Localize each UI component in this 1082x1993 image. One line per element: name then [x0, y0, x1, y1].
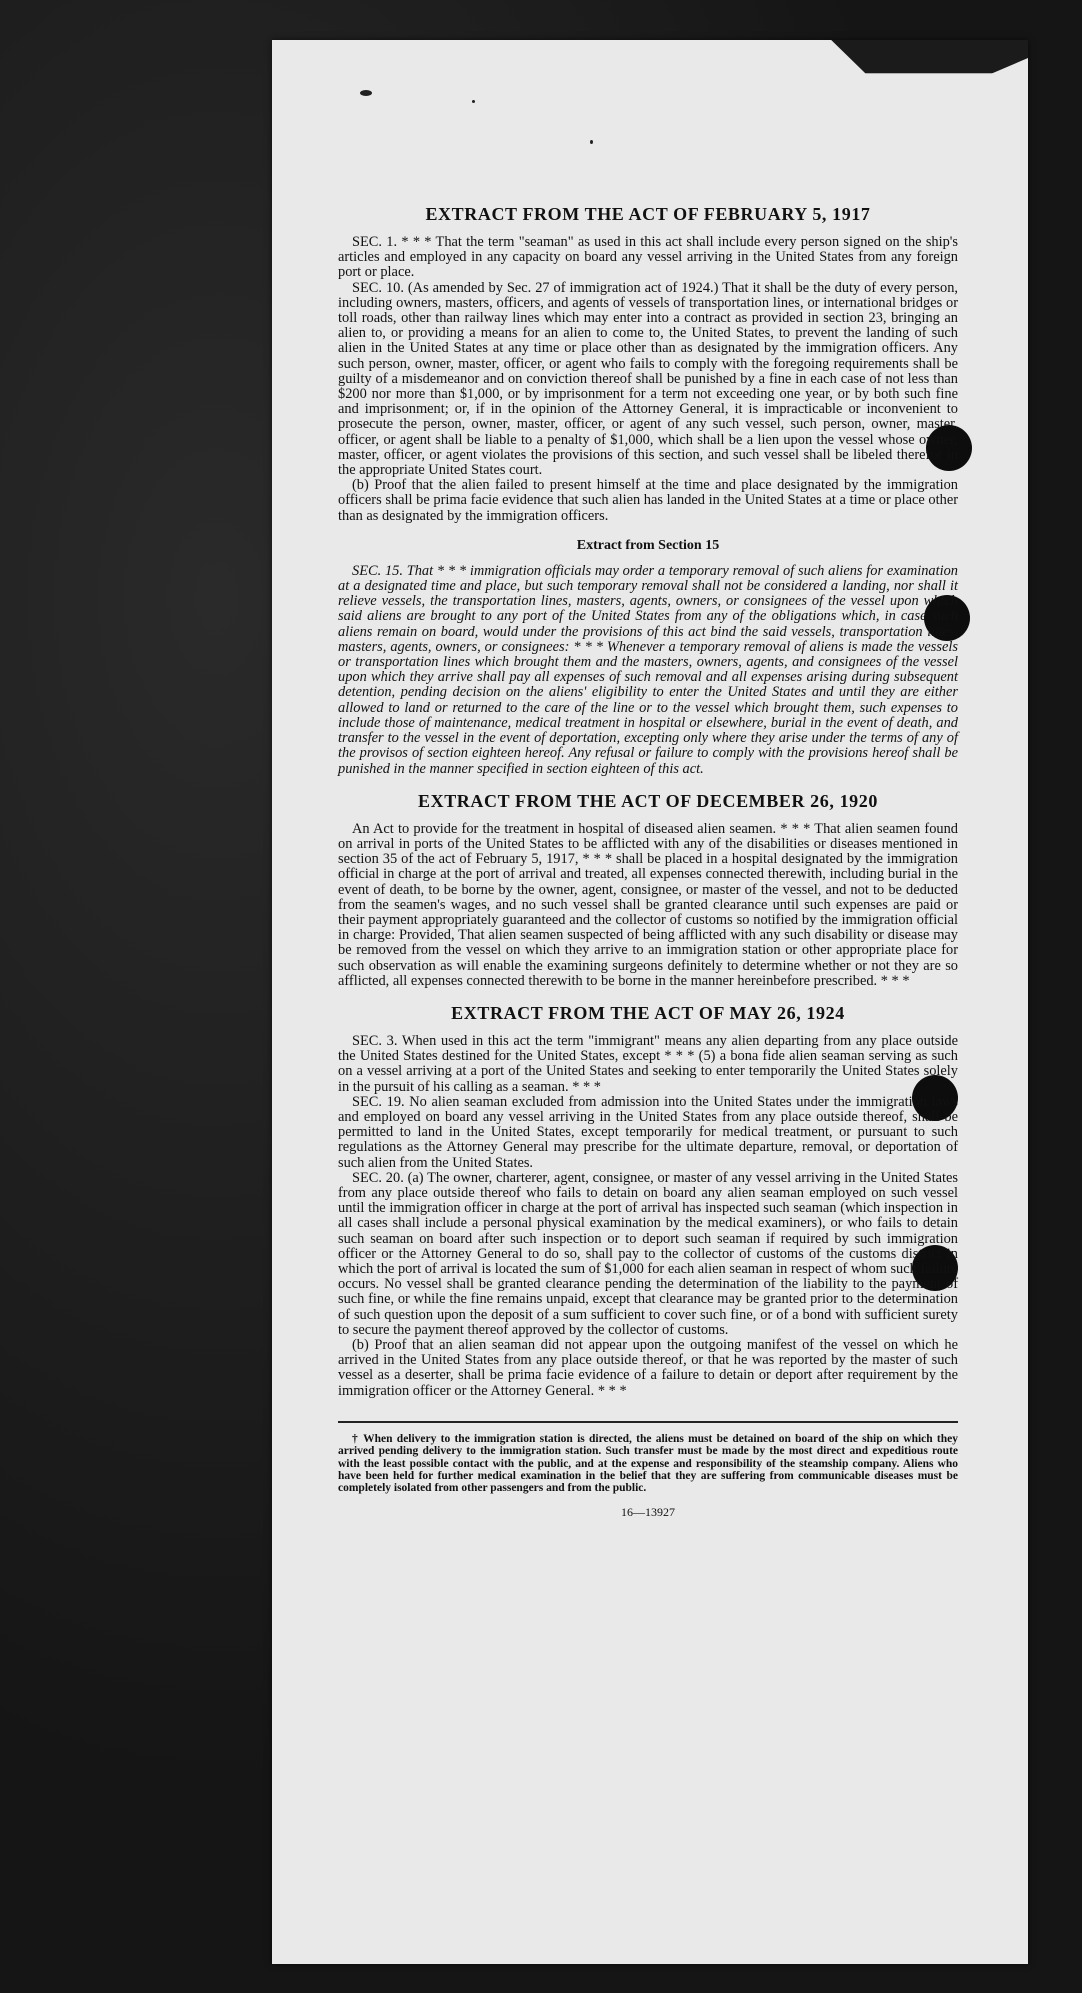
paragraph: SEC. 20. (a) The owner, charterer, agent, consignee, or master of any vessel arriving in the United States from any place outside thereof who fails to detain on board any alien seaman employed on such vessel until the immigration officer in charge at the port of arrival has inspected such seaman (which inspection in all cases shall include a personal physical examination by the medical examiners), or who fails to detain such seaman on board after such inspection or to deport such seaman if required by such immigration officer or the Attorney General to do so, shall pay to the collector of customs of the customs district in which the port of arrival is located the sum of $1,000 for each alien seaman in respect of whom such failure occurs. No vessel shall be granted clearance pending the determination of the liability to the payment of such fine, or while the fine remains unpaid, except that clearance may be granted prior to the determination of such question upon the deposit of a sum sufficient to cover such fine, or of a bond with sufficient surety to secure the payment thereof approved by the collector of customs. [338, 1169, 958, 1338]
paragraph: An Act to provide for the treatment in hospital of diseased alien seamen. * * * That alien seamen found on arrival in ports of the United States to be afflicted with any of the disabilities or diseases mentioned in section 35 of the act of February 5, 1917, * * * shall be placed in a hospital designated by the immigration official in charge at the port of arrival and treated, all expenses connected therewith, including burial in the event of death, to be borne by the owner, agent, consignee, or master of the vessel, and not to be deducted from the seamen's wages, and no such vessel shall be granted clearance until such expenses are paid or their payment appropriately guaranteed and the collector of customs so notified by the immigration official in charge: Provided, That alien seamen suspected of being afflicted with any such disability or disease may be removed from the vessel on which they arrive to an immigration station or other appropriate place for such observation as will enable the examining surgeons definitely to determine whether or not they are so afflicted, all expenses connected therewith to be borne in the manner hereinbefore prescribed. * * * [338, 820, 958, 989]
document-page [272, 40, 1028, 1964]
paragraph: SEC. 3. When used in this act the term "immigrant" means any alien departing from any place outside the United States destined for the United States, except * * * (5) a bona fide alien seaman serving as such on a vessel arriving at a port of the United States and seeking to enter temporarily the United States solely in the pursuit of his calling as a seaman. * * * [338, 1032, 958, 1095]
page-number: 16—13927 [621, 1504, 675, 1519]
paragraph: (b) Proof that an alien seaman did not appear upon the outgoing manifest of the vessel on which he arrived in the United States from any place outside thereof, or that he was reported by the master of such vessel as a deserter, shall be prima facie evidence of a failure to detain or deport after requirement by the immigration officer or the Attorney General. * * * [338, 1337, 958, 1399]
divider [338, 1421, 958, 1423]
section-heading: Extract from Section 15 [576, 537, 720, 553]
speck [360, 90, 372, 96]
paragraph: SEC. 15. That * * * immigration officials may order a temporary removal of such aliens for examination at a designated time and place, but such temporary removal shall not be considered a landing, nor shall it relieve vessels, the transportation lines, masters, agents, owners, or consignees of the vessel upon which said aliens are brought to any port of the United States from any of the obligations which, in case such aliens remain on board, would under the provisions of this act bind the said vessels, transportation lines, masters, agents, owners, or consignees: * * * Whenever a temporary removal of aliens is made the vessels or transportation lines which brought them and the masters, owners, agents, and consignees of the vessel upon which they arrive shall pay all expenses of such removal and all expenses arising during subsequent detention, pending decision on the aliens' eligibility to enter the United States and until they are either allowed to land or returned to the care of the line or to the vessel which brought them, such expenses to include those of maintenance, medical treatment in hospital or elsewhere, burial in the event of death, and transfer to the vessel in the event of deportation, excepting only where they arise under the terms of any of the provisos of section eighteen hereof. Any refusal or failure to comply with the provisions hereof shall be punished in the manner specified in section eighteen of this act. [338, 562, 958, 777]
footnote: † When delivery to the immigration station is directed, the aliens must be detained on board of the ship on which they arrived pending delivery to the immigration station. Such transfer must be made by the most direct and expeditious route with the least possible contact with the public, and at the expense and responsibility of the steamship company. Aliens who have been held for further medical examination in the belief that they are suffering from communicable diseases must be completely isolated from other passengers and from the public. [338, 1432, 958, 1495]
speck [472, 100, 475, 103]
section-heading: EXTRACT FROM THE ACT OF FEBRUARY 5, 1917 [425, 204, 871, 224]
section-heading: EXTRACT FROM THE ACT OF DECEMBER 26, 1920 [418, 790, 878, 811]
paragraph: SEC. 19. No alien seaman excluded from admission into the United States under the immigration laws and employed on board any vessel arriving in the United States from any place outside thereof, shall be permitted to land in the United States, except temporarily for medical treatment, or pursuant to such regulations as the Attorney General may prescribe for the ultimate departure, removal, or deportation of such alien from the United States. [338, 1093, 958, 1171]
paragraph: SEC. 10. (As amended by Sec. 27 of immigration act of 1924.) That it shall be the duty of every person, including owners, masters, officers, and agents of vessels of transportation lines, or international bridges or toll roads, other than railway lines which may enter into a contract as provided in section 23, bringing an alien to, or providing a means for an alien to come to, the United States, to prevent the landing of such alien in the United States at any time or place other than as designated by the immigration officers. Any such person, owner, master, officer, or agent who fails to comply with the foregoing requirements shall be guilty of a misdemeanor and on conviction thereof shall be punished by a fine in each case of not less than $200 nor more than $1,000, or by imprisonment for a term not exceeding one year, or by both such fine and imprisonment; or, if in the opinion of the Attorney General, it is impracticable or inconvenient to prosecute the person, owner, master, officer, or agent of any such vessel, such person, owner, master, officer, or agent shall be liable to a penalty of $1,000, which shall be a lien upon the vessel whose owner, master, officer, or agent violates the provisions of this section, and such vessel shall be libeled therefor in the appropriate United States court. [338, 279, 958, 479]
speck [590, 140, 593, 144]
document-body [338, 190, 958, 1520]
paragraph: (b) Proof that the alien failed to present himself at the time and place designated by the immigration officers shall be prima facie evidence that such alien has landed in the United States at a time or place other than as designated by the immigration officers. [338, 477, 958, 524]
paragraph: SEC. 1. * * * That the term "seaman" as used in this act shall include every person signed on the ship's articles and employed in any capacity on board any vessel arriving in the United States from any foreign port or place. [338, 234, 958, 281]
section-heading: EXTRACT FROM THE ACT OF MAY 26, 1924 [451, 1002, 845, 1023]
torn-corner [782, 40, 1028, 100]
